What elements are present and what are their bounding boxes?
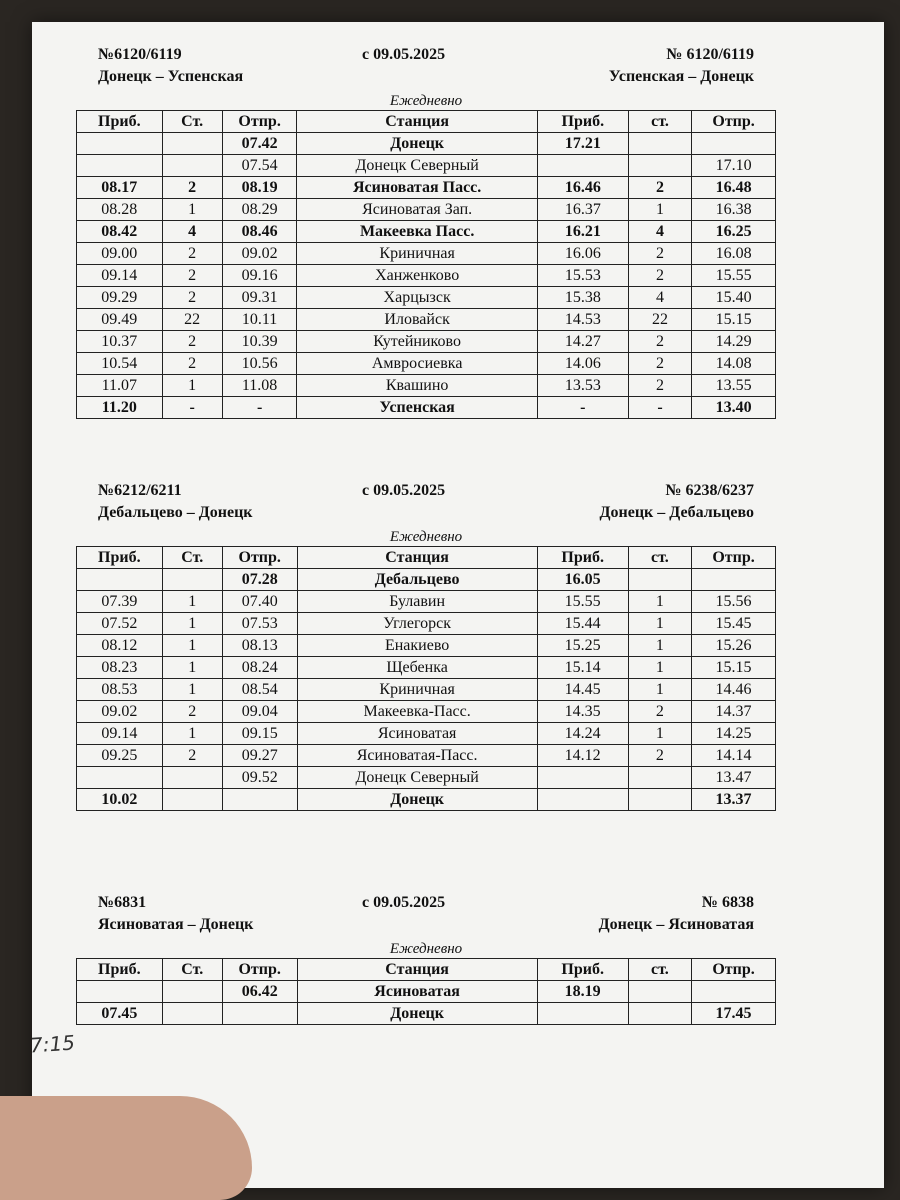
return-departure-cell: 16.38	[692, 199, 776, 221]
return-arrival-cell: 16.46	[537, 177, 628, 199]
return-stop-cell: 1	[628, 613, 691, 635]
col-stop: Ст.	[162, 111, 222, 133]
station-cell: Ясиноватая Пасс.	[297, 177, 537, 199]
departure-cell: 07.53	[222, 613, 297, 635]
col-station: Станция	[297, 547, 537, 569]
return-stop-cell	[628, 981, 691, 1003]
stop-cell: 2	[162, 745, 222, 767]
station-cell: Углегорск	[297, 613, 537, 635]
col-return-arrival: Приб.	[537, 547, 628, 569]
station-cell: Макеевка Пасс.	[297, 221, 537, 243]
stop-cell: 1	[162, 591, 222, 613]
arrival-cell: 08.42	[77, 221, 163, 243]
table-row	[77, 635, 776, 657]
arrival-cell	[77, 155, 163, 177]
timetable-section	[56, 42, 796, 419]
daily-label: Ежедневно	[389, 93, 463, 109]
right-route: Успенская – Донецк	[608, 68, 754, 85]
station-cell: Донецк	[297, 1003, 537, 1025]
return-stop-cell	[628, 789, 691, 811]
table-row	[77, 133, 776, 155]
stop-cell: 1	[162, 199, 222, 221]
stop-cell: 1	[162, 635, 222, 657]
stop-cell	[162, 155, 222, 177]
departure-cell: 11.08	[222, 375, 297, 397]
return-departure-cell: 15.55	[692, 265, 776, 287]
departure-cell: 07.54	[222, 155, 297, 177]
holding-hand	[0, 1096, 252, 1200]
stop-cell: 2	[162, 701, 222, 723]
return-departure-cell	[692, 981, 776, 1003]
col-station: Станция	[297, 111, 537, 133]
return-departure-cell: 15.15	[692, 309, 776, 331]
arrival-cell: 08.53	[77, 679, 163, 701]
arrival-cell: 09.25	[77, 745, 163, 767]
return-stop-cell: 1	[628, 679, 691, 701]
departure-cell: 08.46	[222, 221, 297, 243]
return-arrival-cell: 14.06	[537, 353, 628, 375]
station-cell: Ясиноватая	[297, 723, 537, 745]
return-stop-cell: 4	[628, 287, 691, 309]
return-arrival-cell: 14.45	[537, 679, 628, 701]
return-departure-cell: 15.15	[692, 657, 776, 679]
stop-cell: 1	[162, 375, 222, 397]
return-departure-cell: 16.25	[692, 221, 776, 243]
stop-cell: 1	[162, 723, 222, 745]
return-arrival-cell: 15.14	[537, 657, 628, 679]
station-cell: Булавин	[297, 591, 537, 613]
departure-cell: 09.31	[222, 287, 297, 309]
return-arrival-cell: 14.35	[537, 701, 628, 723]
arrival-cell: 09.02	[77, 701, 163, 723]
right-route: Донецк – Дебальцево	[599, 504, 754, 521]
return-stop-cell: 2	[628, 353, 691, 375]
departure-cell: 08.19	[222, 177, 297, 199]
return-stop-cell: 1	[628, 635, 691, 657]
stop-cell: 1	[162, 657, 222, 679]
arrival-cell: 07.52	[77, 613, 163, 635]
right-route: Донецк – Ясиноватая	[598, 916, 754, 933]
arrival-cell	[77, 133, 163, 155]
col-return-arrival: Приб.	[537, 111, 628, 133]
table-row	[77, 353, 776, 375]
return-stop-cell: 22	[628, 309, 691, 331]
stop-cell	[162, 569, 222, 591]
col-arrival: Приб.	[77, 959, 163, 981]
return-departure-cell: 14.14	[692, 745, 776, 767]
stop-cell: 1	[162, 613, 222, 635]
col-return-stop: ст.	[628, 111, 691, 133]
col-arrival: Приб.	[77, 547, 163, 569]
table-row	[77, 569, 776, 591]
stop-cell: 2	[162, 331, 222, 353]
stop-cell	[162, 789, 222, 811]
effective-date: с 09.05.2025	[362, 46, 446, 63]
left-train-number: №6212/6211	[98, 482, 182, 499]
return-departure-cell: 13.47	[692, 767, 776, 789]
return-stop-cell: 1	[628, 657, 691, 679]
return-arrival-cell: 18.19	[537, 981, 628, 1003]
table-row	[77, 331, 776, 353]
table-row	[77, 265, 776, 287]
stop-cell: 2	[162, 287, 222, 309]
return-arrival-cell: 16.05	[537, 569, 628, 591]
right-train-number: № 6838	[701, 894, 754, 911]
table-row	[77, 375, 776, 397]
handwritten-note: 7:15	[29, 1030, 76, 1058]
table-row	[77, 1003, 776, 1025]
station-cell: Донецк Северный	[297, 767, 537, 789]
table-row	[77, 397, 776, 419]
departure-cell	[222, 1003, 297, 1025]
arrival-cell: 10.02	[77, 789, 163, 811]
daily-label: Ежедневно	[389, 529, 463, 545]
stop-cell: 4	[162, 221, 222, 243]
timetable-section	[56, 478, 796, 811]
station-cell: Макеевка-Пасс.	[297, 701, 537, 723]
return-departure-cell: 17.10	[692, 155, 776, 177]
stop-cell	[162, 981, 222, 1003]
return-arrival-cell: -	[537, 397, 628, 419]
col-arrival: Приб.	[77, 111, 163, 133]
stop-cell: 2	[162, 243, 222, 265]
table-header-row	[77, 547, 776, 569]
return-stop-cell: 2	[628, 701, 691, 723]
station-cell: Квашино	[297, 375, 537, 397]
arrival-cell: 09.00	[77, 243, 163, 265]
return-departure-cell: 14.29	[692, 331, 776, 353]
return-departure-cell: 17.45	[692, 1003, 776, 1025]
return-departure-cell: 14.46	[692, 679, 776, 701]
station-cell: Иловайск	[297, 309, 537, 331]
table-row	[77, 243, 776, 265]
col-return-departure: Отпр.	[692, 111, 776, 133]
right-train-number: № 6120/6119	[666, 46, 754, 63]
departure-cell: 10.39	[222, 331, 297, 353]
table-row	[77, 981, 776, 1003]
timetable-header	[56, 478, 796, 528]
departure-cell: 09.04	[222, 701, 297, 723]
return-arrival-cell: 15.25	[537, 635, 628, 657]
arrival-cell: 08.28	[77, 199, 163, 221]
return-stop-cell	[628, 133, 691, 155]
table-row	[77, 767, 776, 789]
return-arrival-cell	[537, 155, 628, 177]
stop-cell	[162, 1003, 222, 1025]
return-stop-cell: 1	[628, 199, 691, 221]
return-stop-cell	[628, 569, 691, 591]
departure-cell: 07.28	[222, 569, 297, 591]
station-cell: Ясиноватая Зап.	[297, 199, 537, 221]
col-return-departure: Отпр.	[692, 959, 776, 981]
return-arrival-cell: 13.53	[537, 375, 628, 397]
station-cell: Донецк	[297, 789, 537, 811]
arrival-cell: 08.17	[77, 177, 163, 199]
col-departure: Отпр.	[222, 959, 297, 981]
arrival-cell: 07.45	[77, 1003, 163, 1025]
return-departure-cell: 13.40	[692, 397, 776, 419]
departure-cell: 09.52	[222, 767, 297, 789]
return-stop-cell: 2	[628, 243, 691, 265]
col-stop: Ст.	[162, 547, 222, 569]
return-arrival-cell: 16.06	[537, 243, 628, 265]
return-arrival-cell: 14.27	[537, 331, 628, 353]
stop-cell	[162, 133, 222, 155]
station-cell: Донецк	[297, 133, 537, 155]
station-cell: Донецк Северный	[297, 155, 537, 177]
right-train-number: № 6238/6237	[665, 482, 754, 499]
arrival-cell: 10.37	[77, 331, 163, 353]
departure-cell: 07.42	[222, 133, 297, 155]
return-stop-cell	[628, 767, 691, 789]
arrival-cell: 09.29	[77, 287, 163, 309]
arrival-cell: 09.14	[77, 265, 163, 287]
left-train-number: №6831	[98, 894, 147, 911]
table-row	[77, 287, 776, 309]
stop-cell: 2	[162, 177, 222, 199]
return-arrival-cell	[537, 789, 628, 811]
col-return-stop: ст.	[628, 959, 691, 981]
stop-cell: 2	[162, 353, 222, 375]
stop-cell: -	[162, 397, 222, 419]
arrival-cell: 09.14	[77, 723, 163, 745]
return-stop-cell: 1	[628, 723, 691, 745]
station-cell: Ясиноватая	[297, 981, 537, 1003]
station-cell: Криничная	[297, 679, 537, 701]
table-row	[77, 723, 776, 745]
return-arrival-cell: 17.21	[537, 133, 628, 155]
return-stop-cell	[628, 155, 691, 177]
departure-cell: 10.11	[222, 309, 297, 331]
col-return-stop: ст.	[628, 547, 691, 569]
return-arrival-cell: 16.37	[537, 199, 628, 221]
return-stop-cell: 1	[628, 591, 691, 613]
table-row	[77, 155, 776, 177]
return-departure-cell: 14.25	[692, 723, 776, 745]
table-row	[77, 177, 776, 199]
return-departure-cell: 15.56	[692, 591, 776, 613]
stop-cell: 2	[162, 265, 222, 287]
return-departure-cell: 16.48	[692, 177, 776, 199]
left-route: Ясиноватая – Донецк	[98, 916, 254, 933]
stop-cell: 1	[162, 679, 222, 701]
return-departure-cell: 16.08	[692, 243, 776, 265]
return-stop-cell	[628, 1003, 691, 1025]
arrival-cell	[77, 767, 163, 789]
return-arrival-cell: 15.53	[537, 265, 628, 287]
departure-cell: 08.13	[222, 635, 297, 657]
return-arrival-cell: 15.44	[537, 613, 628, 635]
arrival-cell	[77, 981, 163, 1003]
return-arrival-cell: 15.55	[537, 591, 628, 613]
table-row	[77, 657, 776, 679]
return-arrival-cell	[537, 1003, 628, 1025]
timetable-table	[76, 110, 776, 419]
left-train-number: №6120/6119	[98, 46, 182, 63]
return-stop-cell: 4	[628, 221, 691, 243]
timetable-section	[56, 890, 796, 1025]
station-cell: Ханженково	[297, 265, 537, 287]
station-cell: Успенская	[297, 397, 537, 419]
arrival-cell: 11.07	[77, 375, 163, 397]
arrival-cell: 10.54	[77, 353, 163, 375]
return-stop-cell: 2	[628, 745, 691, 767]
return-departure-cell: 13.37	[692, 789, 776, 811]
timetable-header	[56, 890, 796, 940]
departure-cell: 08.24	[222, 657, 297, 679]
return-arrival-cell: 14.53	[537, 309, 628, 331]
return-departure-cell	[692, 133, 776, 155]
table-header-row	[77, 111, 776, 133]
arrival-cell	[77, 569, 163, 591]
table-row	[77, 309, 776, 331]
departure-cell: 09.27	[222, 745, 297, 767]
station-cell: Щебенка	[297, 657, 537, 679]
return-stop-cell: -	[628, 397, 691, 419]
daily-label: Ежедневно	[389, 941, 463, 957]
return-stop-cell: 2	[628, 375, 691, 397]
return-arrival-cell: 16.21	[537, 221, 628, 243]
stop-cell: 22	[162, 309, 222, 331]
station-cell: Амвросиевка	[297, 353, 537, 375]
col-return-departure: Отпр.	[692, 547, 776, 569]
effective-date: с 09.05.2025	[362, 894, 446, 911]
table-row	[77, 789, 776, 811]
station-cell: Ясиноватая-Пасс.	[297, 745, 537, 767]
timetable-table	[76, 958, 776, 1025]
col-stop: Ст.	[162, 959, 222, 981]
return-departure-cell: 15.45	[692, 613, 776, 635]
return-departure-cell: 14.08	[692, 353, 776, 375]
table-row	[77, 679, 776, 701]
col-station: Станция	[297, 959, 537, 981]
stop-cell	[162, 767, 222, 789]
table-row	[77, 613, 776, 635]
return-arrival-cell: 15.38	[537, 287, 628, 309]
arrival-cell: 09.49	[77, 309, 163, 331]
left-route: Дебальцево – Донецк	[98, 504, 253, 521]
departure-cell: 07.40	[222, 591, 297, 613]
station-cell: Енакиево	[297, 635, 537, 657]
return-departure-cell: 15.26	[692, 635, 776, 657]
arrival-cell: 07.39	[77, 591, 163, 613]
departure-cell: 09.15	[222, 723, 297, 745]
return-stop-cell: 2	[628, 177, 691, 199]
left-route: Донецк – Успенская	[98, 68, 244, 85]
col-departure: Отпр.	[222, 111, 297, 133]
timetable-table	[76, 546, 776, 811]
return-arrival-cell: 14.24	[537, 723, 628, 745]
table-header-row	[77, 959, 776, 981]
station-cell: Криничная	[297, 243, 537, 265]
station-cell: Дебальцево	[297, 569, 537, 591]
departure-cell: -	[222, 397, 297, 419]
departure-cell: 10.56	[222, 353, 297, 375]
arrival-cell: 11.20	[77, 397, 163, 419]
departure-cell: 09.02	[222, 243, 297, 265]
return-arrival-cell: 14.12	[537, 745, 628, 767]
return-departure-cell: 14.37	[692, 701, 776, 723]
departure-cell: 08.29	[222, 199, 297, 221]
departure-cell	[222, 789, 297, 811]
table-row	[77, 745, 776, 767]
return-stop-cell: 2	[628, 331, 691, 353]
timetable-header	[56, 42, 796, 92]
table-row	[77, 199, 776, 221]
return-arrival-cell	[537, 767, 628, 789]
departure-cell: 06.42	[222, 981, 297, 1003]
departure-cell: 09.16	[222, 265, 297, 287]
col-return-arrival: Приб.	[537, 959, 628, 981]
arrival-cell: 08.23	[77, 657, 163, 679]
table-row	[77, 221, 776, 243]
return-stop-cell: 2	[628, 265, 691, 287]
arrival-cell: 08.12	[77, 635, 163, 657]
table-row	[77, 701, 776, 723]
return-departure-cell: 15.40	[692, 287, 776, 309]
effective-date: с 09.05.2025	[362, 482, 446, 499]
return-departure-cell	[692, 569, 776, 591]
return-departure-cell: 13.55	[692, 375, 776, 397]
table-row	[77, 591, 776, 613]
departure-cell: 08.54	[222, 679, 297, 701]
station-cell: Кутейниково	[297, 331, 537, 353]
col-departure: Отпр.	[222, 547, 297, 569]
station-cell: Харцызск	[297, 287, 537, 309]
